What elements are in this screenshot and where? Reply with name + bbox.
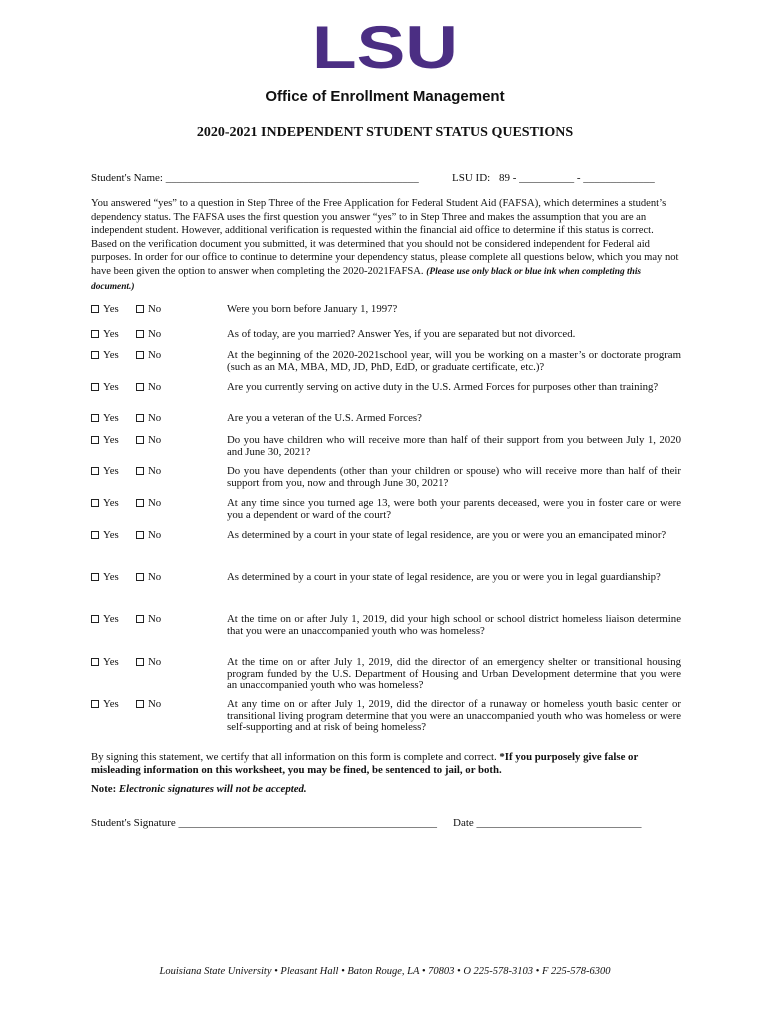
checkbox-icon[interactable] bbox=[91, 531, 99, 539]
checkbox-icon[interactable] bbox=[91, 467, 99, 475]
office-title: Office of Enrollment Management bbox=[265, 88, 505, 105]
question-text: At the beginning of the 2020-2021school year, will you be working on a master’s or doctorate program (such as an MA, MBA, MD, JD, PhD, EdD, or graduate certificate, etc.)? bbox=[227, 349, 681, 373]
yes-label: Yes bbox=[103, 656, 119, 668]
no-option[interactable] bbox=[136, 530, 161, 542]
no-option[interactable] bbox=[136, 614, 161, 626]
question-text: Do you have children who will receive more than half of their support from you between July 1, 2020 and June 30, 2021? bbox=[227, 434, 681, 458]
lsu-id-field[interactable]: 89 - __________ - _____________ bbox=[498, 172, 655, 184]
checkbox-icon[interactable] bbox=[136, 531, 144, 539]
checkbox-icon[interactable] bbox=[136, 467, 144, 475]
form-title: 2020-2021 INDEPENDENT STUDENT STATUS QUESTIONS bbox=[196, 125, 574, 140]
no-option[interactable] bbox=[136, 413, 161, 425]
svg-text:LSU: LSU bbox=[312, 22, 458, 70]
question-text: Do you have dependents (other than your children or spouse) who will receive more than half of their support from you, now and through June 30, 2021? bbox=[227, 465, 681, 489]
yes-option[interactable] bbox=[91, 304, 119, 316]
yes-option[interactable] bbox=[91, 498, 119, 510]
question-text: As determined by a court in your state of legal residence, are you or were you an emancipated minor? bbox=[227, 529, 667, 541]
checkbox-icon[interactable] bbox=[136, 330, 144, 338]
yes-option[interactable] bbox=[91, 329, 119, 341]
no-label: No bbox=[148, 412, 162, 424]
yes-option[interactable] bbox=[91, 466, 119, 478]
no-option[interactable] bbox=[136, 435, 161, 447]
no-label: No bbox=[148, 571, 162, 583]
yes-label: Yes bbox=[103, 349, 119, 361]
checkbox-icon[interactable] bbox=[136, 383, 144, 391]
no-label: No bbox=[148, 434, 162, 446]
yes-option[interactable] bbox=[91, 572, 119, 584]
yes-option[interactable] bbox=[91, 435, 119, 447]
checkbox-icon[interactable] bbox=[91, 436, 99, 444]
question-text: As of today, are you married? Answer Yes, if you are separated but not divorced. bbox=[227, 328, 576, 340]
checkbox-icon[interactable] bbox=[136, 573, 144, 581]
no-option[interactable] bbox=[136, 329, 161, 341]
question-text: Are you currently serving on active duty in the U.S. Armed Forces for purposes other than training? bbox=[227, 381, 659, 393]
yes-label: Yes bbox=[103, 434, 119, 446]
ink-note: (Please use only black or blue ink when completing this document.) bbox=[91, 266, 642, 292]
no-label: No bbox=[148, 529, 162, 541]
no-label: No bbox=[148, 328, 162, 340]
date-field[interactable]: ______________________________ bbox=[476, 817, 642, 829]
yes-label: Yes bbox=[103, 303, 119, 315]
question-text: At the time on or after July 1, 2019, did the director of an emergency shelter or transitional housing program funded by the U.S. Department of Housing and Urban Development determine that you were an unaccompanied youth who was homeless? bbox=[227, 656, 681, 691]
yes-option[interactable] bbox=[91, 614, 119, 626]
no-label: No bbox=[148, 613, 162, 625]
no-label: No bbox=[148, 303, 162, 315]
yes-option[interactable] bbox=[91, 413, 119, 425]
no-option[interactable] bbox=[136, 498, 161, 510]
no-option[interactable] bbox=[136, 699, 161, 711]
certification-warning: *If you purposely give false or misleading information on this worksheet, you may be fined, be sentenced to jail, or both. bbox=[91, 751, 639, 776]
certification-text: By signing this statement, we certify that all information on this form is complete and correct. bbox=[91, 751, 500, 763]
no-label: No bbox=[148, 497, 162, 509]
lsu-id-row bbox=[452, 172, 655, 184]
footer-address: Louisiana State University • Pleasant Hall • Baton Rouge, LA • 70803 • O 225-578-3103 • F 225-578-6300 bbox=[159, 966, 611, 977]
intro-paragraph bbox=[91, 197, 681, 294]
question-text: As determined by a court in your state of legal residence, are you or were you in legal guardianship? bbox=[227, 571, 661, 583]
checkbox-icon[interactable] bbox=[91, 700, 99, 708]
no-label: No bbox=[148, 656, 162, 668]
question-text: At any time on or after July 1, 2019, did the director of a runaway or homeless youth basic center or transitional living program determine that you were an unaccompanied youth who was homeless or were self-supporting and at risk of being homeless? bbox=[227, 698, 681, 733]
no-option[interactable] bbox=[136, 350, 161, 362]
checkbox-icon[interactable] bbox=[136, 615, 144, 623]
yes-option[interactable] bbox=[91, 699, 119, 711]
yes-option[interactable] bbox=[91, 382, 119, 394]
intro-text: You answered “yes” to a question in Step Three of the Free Application for Federal Student Aid (FAFSA), which determines a student’s dependency status. The FAFSA uses the first question you answer “yes” to in Step Three and makes the assumption that you are an independent student. However, additional verification is requested within the financial aid office to determine if this status is correct. Based on the verification document you submitted, it was determined that you should not be considered independent for Federal aid purposes. In order for our office to continue to determine your dependency status, please complete all questions below, which you may not have been given the option to answer when completing the 2020-2021FAFSA. bbox=[91, 198, 679, 277]
yes-label: Yes bbox=[103, 529, 119, 541]
yes-option[interactable] bbox=[91, 657, 119, 669]
checkbox-icon[interactable] bbox=[136, 414, 144, 422]
checkbox-icon[interactable] bbox=[136, 436, 144, 444]
student-name-field[interactable]: ______________________________________________ bbox=[165, 172, 419, 184]
checkbox-icon[interactable] bbox=[91, 573, 99, 581]
checkbox-icon[interactable] bbox=[91, 658, 99, 666]
checkbox-icon[interactable] bbox=[136, 305, 144, 313]
checkbox-icon[interactable] bbox=[136, 700, 144, 708]
certification-statement bbox=[91, 751, 681, 776]
signature-field[interactable]: _______________________________________________ bbox=[178, 817, 438, 829]
no-label: No bbox=[148, 465, 162, 477]
no-option[interactable] bbox=[136, 466, 161, 478]
date-label: Date bbox=[453, 817, 474, 829]
student-name-row bbox=[91, 172, 419, 184]
yes-label: Yes bbox=[103, 412, 119, 424]
question-text: At the time on or after July 1, 2019, did your high school or school district homeless liaison determine that you were an unaccompanied youth who was homeless? bbox=[227, 613, 681, 637]
signature-row bbox=[91, 817, 437, 829]
lsu-logo-mark bbox=[311, 22, 459, 70]
question-text: At any time since you turned age 13, were both your parents deceased, were you in foster care or were you a dependent or ward of the court? bbox=[227, 497, 681, 521]
yes-label: Yes bbox=[103, 328, 119, 340]
checkbox-icon[interactable] bbox=[91, 499, 99, 507]
yes-label: Yes bbox=[103, 613, 119, 625]
checkbox-icon[interactable] bbox=[91, 351, 99, 359]
question-text: Were you born before January 1, 1997? bbox=[227, 303, 398, 315]
yes-label: Yes bbox=[103, 698, 119, 710]
yes-label: Yes bbox=[103, 571, 119, 583]
checkbox-icon[interactable] bbox=[91, 305, 99, 313]
checkbox-icon[interactable] bbox=[136, 351, 144, 359]
checkbox-icon[interactable] bbox=[91, 330, 99, 338]
no-label: No bbox=[148, 381, 162, 393]
signature-note bbox=[91, 783, 307, 795]
lsu-id-label: LSU ID: bbox=[452, 172, 491, 184]
checkbox-icon[interactable] bbox=[91, 414, 99, 422]
note-text: Electronic signatures will not be accepted. bbox=[118, 783, 307, 795]
no-option[interactable] bbox=[136, 382, 161, 394]
checkbox-icon[interactable] bbox=[136, 499, 144, 507]
checkbox-icon[interactable] bbox=[136, 658, 144, 666]
yes-option[interactable] bbox=[91, 350, 119, 362]
checkbox-icon[interactable] bbox=[91, 383, 99, 391]
yes-option[interactable] bbox=[91, 530, 119, 542]
signature-label: Student's Signature bbox=[91, 817, 176, 829]
no-label: No bbox=[148, 698, 162, 710]
yes-label: Yes bbox=[103, 465, 119, 477]
checkbox-icon[interactable] bbox=[91, 615, 99, 623]
no-option[interactable] bbox=[136, 572, 161, 584]
question-text: Are you a veteran of the U.S. Armed Forces? bbox=[227, 412, 422, 424]
no-option[interactable] bbox=[136, 657, 161, 669]
yes-label: Yes bbox=[103, 381, 119, 393]
date-row bbox=[453, 817, 642, 829]
yes-label: Yes bbox=[103, 497, 119, 509]
lsu-logo bbox=[311, 22, 459, 70]
student-name-label: Student's Name: bbox=[91, 172, 163, 184]
no-option[interactable] bbox=[136, 304, 161, 316]
no-label: No bbox=[148, 349, 162, 361]
note-label: Note: bbox=[91, 783, 117, 795]
